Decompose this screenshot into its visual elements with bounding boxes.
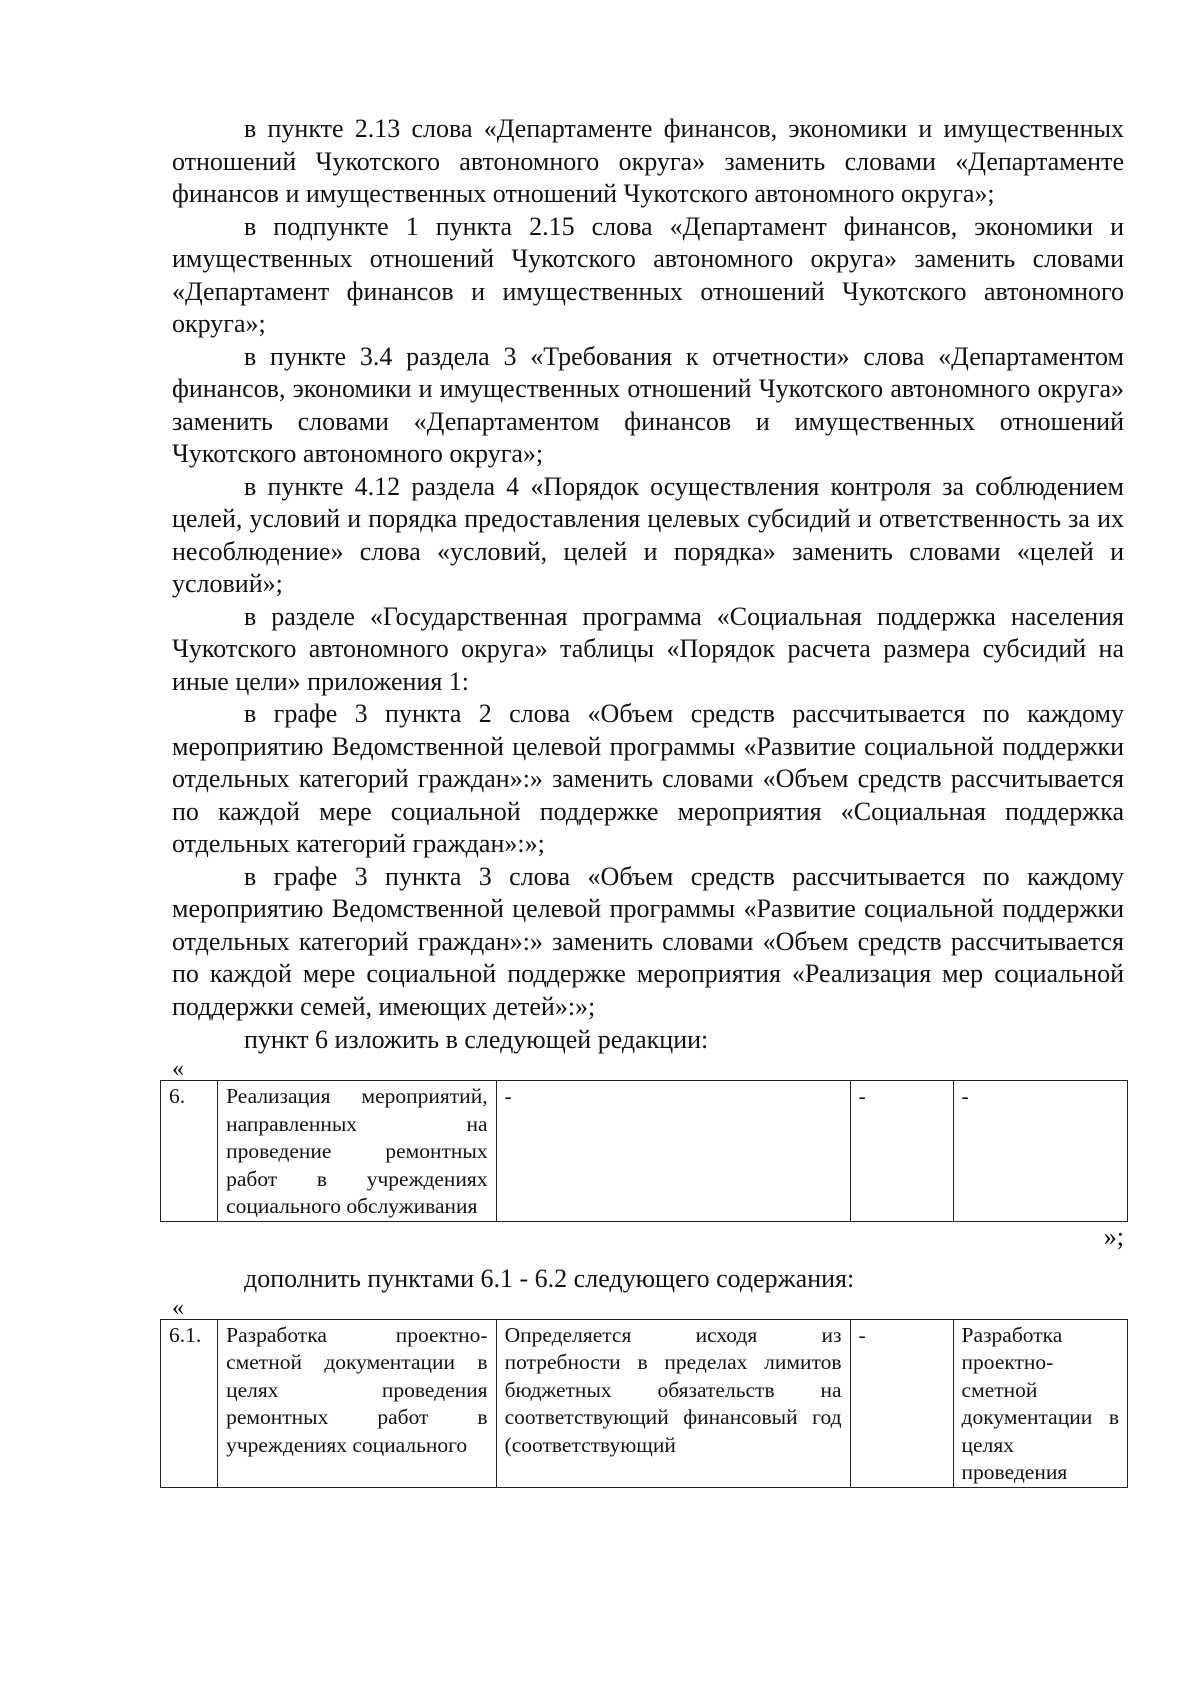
paragraph-2: в подпункте 1 пункта 2.15 слова «Департамент финансов, экономики и имущественных отношений Чукотского автономного округа» заменить словами «Департамент финансов и имущественных отношений Чукотского автономного округа»; bbox=[172, 211, 1124, 338]
paragraph-6: в графе 3 пункта 2 слова «Объем средств рассчитывается по каждому мероприятию Ведомственной целевой программы «Развитие социальной поддержки отдельных категорий граждан»:» заменить словами «Объем средств рассчитывается по каждой мере социальной поддержке мероприятия «Социальная поддержка отдельных категорий граждан»:»; bbox=[172, 699, 1124, 858]
paragraph-7: в графе 3 пункта 3 слова «Объем средств рассчитывается по каждому мероприятию Ведомственной целевой программы «Развитие социальной поддержки отдельных категорий граждан»:» заменить словами «Объем средств рассчитывается по каждой мере социальной поддержке мероприятия «Реализация мер социальной поддержки семей, имеющих детей»:»; bbox=[172, 861, 1124, 1021]
table-row bbox=[161, 1319, 1128, 1487]
row-name: Реализация мероприятий, направленных на проведение ремонтных работ в учреждениях социального обслуживания bbox=[218, 1081, 496, 1222]
table-row bbox=[161, 1081, 1128, 1222]
section1-quote-close: »; bbox=[1103, 1221, 1124, 1251]
section1-intro: пункт 6 изложить в следующей редакции: bbox=[244, 1025, 709, 1054]
paragraph-5: в разделе «Государственная программа «Социальная поддержка населения Чукотского автономного округа» таблицы «Порядок расчета размера субсидий на иные цели» приложения 1: bbox=[172, 601, 1124, 696]
row-col5: Разработка проектно-сметной документации в целях проведения bbox=[953, 1319, 1127, 1487]
row-number: 6.1. bbox=[161, 1319, 218, 1487]
row-col4: - bbox=[850, 1081, 953, 1222]
row-number: 6. bbox=[161, 1081, 218, 1222]
section2-quote-open: « bbox=[172, 1294, 184, 1321]
row-col5: - bbox=[953, 1081, 1127, 1222]
document-page bbox=[169, 113, 1124, 1488]
table-point-6-1 bbox=[160, 1319, 1128, 1488]
table-point-6 bbox=[160, 1080, 1128, 1222]
section1-quote-open: « bbox=[172, 1056, 184, 1082]
row-col4: - bbox=[850, 1319, 953, 1487]
row-col3: - bbox=[496, 1081, 850, 1222]
row-name: Разработка проектно-сметной документации в целях проведения ремонтных работ в учреждениях социального bbox=[218, 1319, 496, 1487]
spacer bbox=[172, 1252, 1124, 1262]
section2-intro: дополнить пунктами 6.1 - 6.2 следующего содержания: bbox=[244, 1263, 855, 1293]
paragraph-1: в пункте 2.13 слова «Департаменте финансов, экономики и имущественных отношений Чукотского автономного округа» заменить словами «Департаменте финансов и имущественных отношений Чукотского автономного округа»; bbox=[172, 114, 1124, 208]
row-col3: Определяется исходя из потребности в пределах лимитов бюджетных обязательств на соответствующий финансовый год (соответствующий bbox=[496, 1319, 850, 1487]
paragraph-4: в пункте 4.12 раздела 4 «Порядок осуществления контроля за соблюдением целей, условий и порядка предоставления целевых субсидий и ответственность за их несоблюдение» слова «условий, целей и порядка» заменить словами «целей и условий»; bbox=[172, 471, 1124, 598]
paragraph-3: в пункте 3.4 раздела 3 «Требования к отчетности» слова «Департаментом финансов, экономики и имущественных отношений Чукотского автономного округа» заменить словами «Департаментом финансов и имущественных отношений Чукотского автономного округа»; bbox=[172, 341, 1124, 468]
